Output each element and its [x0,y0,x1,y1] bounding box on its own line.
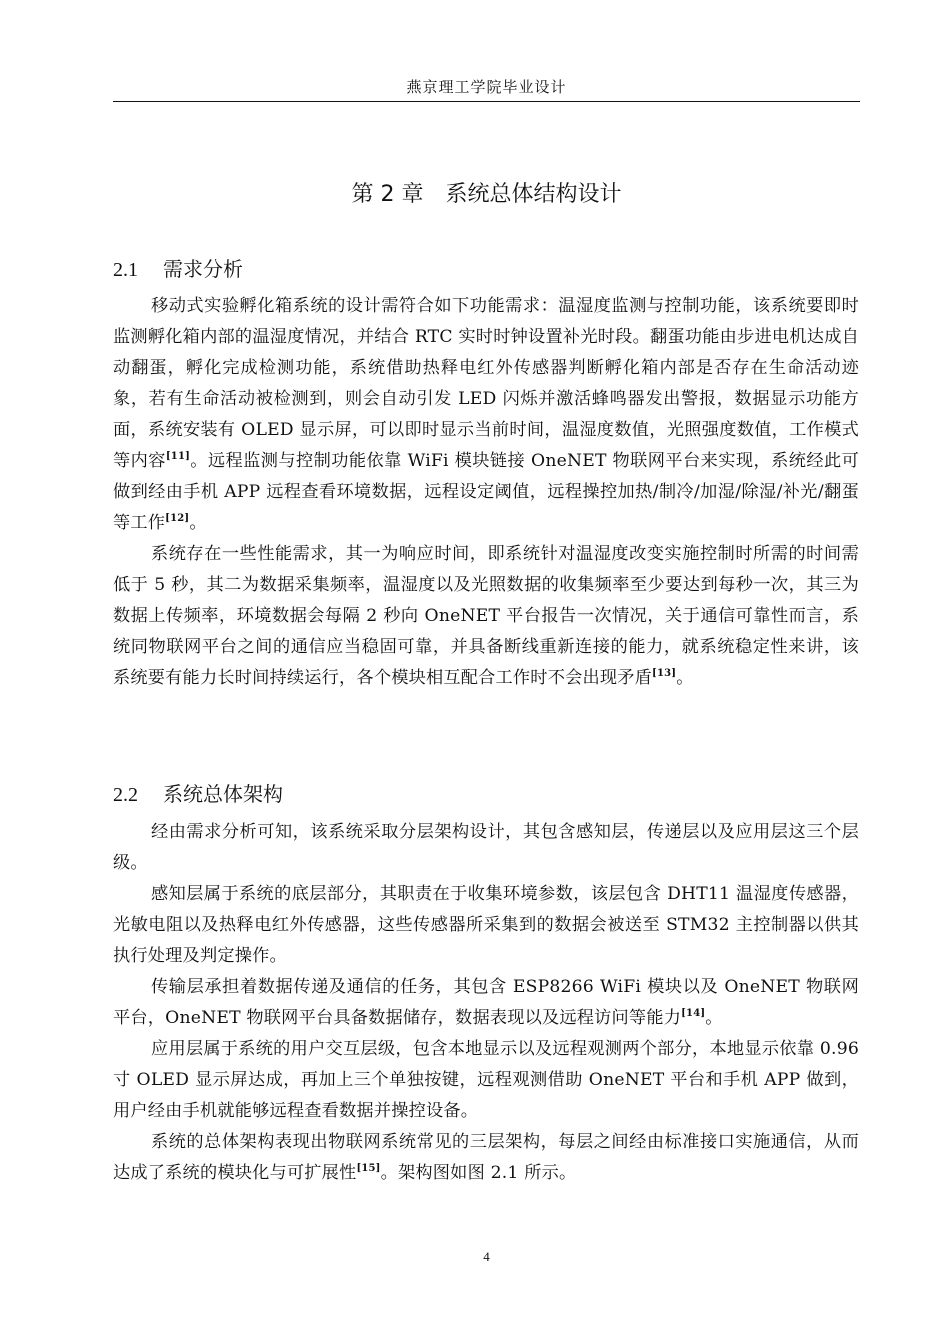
page-header: 燕京理工学院毕业设计 [406,78,567,96]
section-title-2-2 [113,778,283,807]
page-number: 4 [483,1249,490,1264]
citation-ref: [12] [165,513,190,524]
paragraph-text: 。远程监测与控制功能依靠 WiFi 模块链接 OneNET 物联网平台来实现，系统经此可做到经由手机 APP 远程查看环境数据，远程设定阈值，远程操控加热/制冷/加湿/除湿/补光/翻蛋等工作 [113,451,859,533]
section-body-2-2 [113,817,859,1189]
section-heading: 需求分析 [163,257,243,281]
paragraph-text: 。架构图如图 2.1 所示。 [380,1163,577,1183]
paragraph-text: 经由需求分析可知，该系统采取分层架构设计，其包含感知层，传递层以及应用层这三个层级。 [113,822,859,873]
paragraph [113,879,859,972]
paragraph [113,291,859,539]
section-title-2-1 [113,253,243,282]
citation-ref: [13] [652,668,677,679]
header-rule [113,101,860,102]
paragraph-text: 系统存在一些性能需求，其一为响应时间，即系统针对温湿度改变实施控制时所需的时间需低于 5 秒，其二为数据采集频率，温湿度以及光照数据的收集频率至少要达到每秒一次，其三为数据上传频率，环境数据会每隔 2 秒向 OneNET 平台报告一次情况，关于通信可靠性而言，系统同物联网平台之间的通信应当稳固可靠，并具备断线重新连接的能力，就系统稳定性来讲，该系统要有能力长时间持续运行，各个模块相互配合工作时不会出现矛盾 [113,544,859,688]
paragraph [113,817,859,879]
paragraph-text: 移动式实验孵化箱系统的设计需符合如下功能需求：温湿度监测与控制功能，该系统要即时监测孵化箱内部的温湿度情况，并结合 RTC 实时时钟设置补光时段。翻蛋功能由步进电机达成自动翻蛋，孵化完成检测功能，系统借助热释电红外传感器判断孵化箱内部是否存在生命活动迹象，若有生命活动被检测到，则会自动引发 LED 闪烁并激活蜂鸣器发出警报，数据显示功能方面，系统安装有 OLED 显示屏，可以即时显示当前时间，温湿度数值，光照强度数值，工作模式等内容 [113,296,859,471]
section-number: 2.1 [113,259,138,281]
section-heading: 系统总体架构 [163,782,283,806]
paragraph-text: 传输层承担着数据传递及通信的任务，其包含 ESP8266 WiFi 模块以及 OneNET 物联网平台，OneNET 物联网平台具备数据储存，数据表现以及远程访问等能力 [113,977,859,1028]
paragraph-text: 应用层属于系统的用户交互层级，包含本地显示以及远程观测两个部分，本地显示依靠 0.96 寸 OLED 显示屏达成，再加上三个单独按键，远程观测借助 OneNET 平台和手机 APP 做到，用户经由手机就能够远程查看数据并操控设备。 [113,1039,859,1121]
section-body-2-1 [113,291,859,694]
citation-ref: [11] [165,451,191,462]
citation-ref: [15] [356,1163,381,1174]
paragraph-text: 系统的总体架构表现出物联网系统常见的三层架构，每层之间经由标准接口实施通信，从而达成了系统的模块化与可扩展性 [113,1132,859,1183]
paragraph [113,972,859,1034]
section-number: 2.2 [113,784,138,806]
paragraph-text: 。 [705,1008,723,1028]
paragraph-text: 。 [189,513,207,533]
paragraph [113,1127,859,1189]
paragraph-text: 感知层属于系统的底层部分，其职责在于收集环境参数，该层包含 DHT11 温湿度传感器，光敏电阻以及热释电红外传感器，这些传感器所采集到的数据会被送至 STM32 主控制器以供其执行处理及判定操作。 [113,884,859,966]
paragraph [113,539,859,694]
paragraph [113,1034,859,1127]
chapter-title: 第 2 章 系统总体结构设计 [351,182,622,207]
paragraph-text: 。 [676,668,694,688]
citation-ref: [14] [681,1008,706,1019]
